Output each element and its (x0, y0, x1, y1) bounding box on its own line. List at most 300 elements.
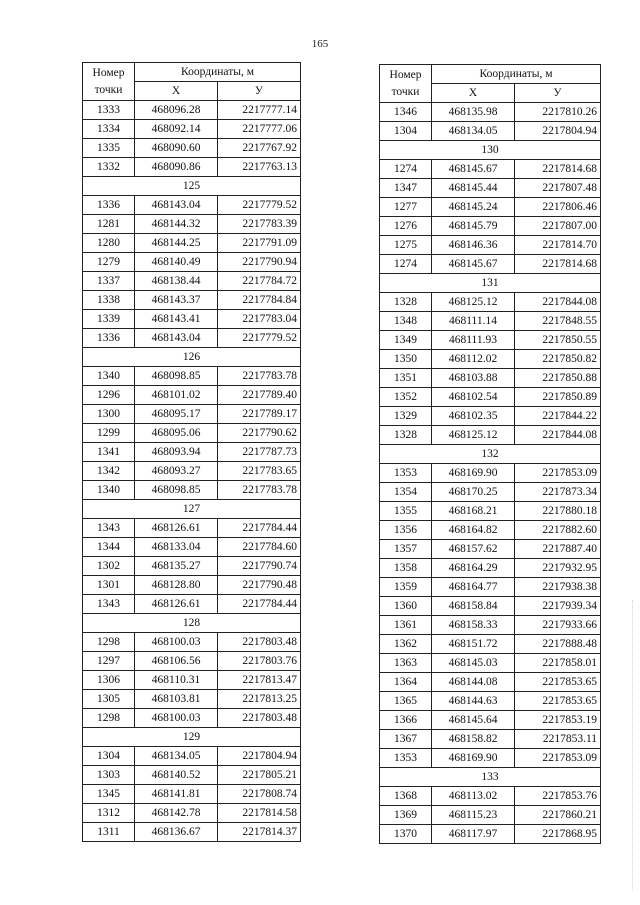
table-row (83, 671, 301, 690)
x-coordinate-cell: 468143.37 (135, 291, 218, 310)
x-coordinate-cell: 468164.77 (432, 578, 515, 597)
y-coordinate-cell: 2217784.72 (218, 272, 301, 291)
table-row (380, 635, 601, 654)
y-coordinate-cell: 2217850.55 (515, 331, 601, 350)
x-coordinate-cell: 468096.28 (135, 101, 218, 120)
x-coordinate-cell: 468135.98 (432, 103, 515, 122)
parcel-number: 132 (380, 445, 601, 464)
parcel-group-row (83, 728, 301, 747)
table-row (380, 730, 601, 749)
y-coordinate-cell: 2217790.48 (218, 576, 301, 595)
parcel-group-row (83, 614, 301, 633)
table-row (83, 405, 301, 424)
y-coordinate-cell: 2217763.13 (218, 158, 301, 177)
table-row (83, 481, 301, 500)
y-coordinate-cell: 2217789.40 (218, 386, 301, 405)
y-coordinate-cell: 2217810.26 (515, 103, 601, 122)
x-coordinate-cell: 468090.60 (135, 139, 218, 158)
point-number-cell: 1274 (380, 255, 432, 274)
parcel-number: 127 (83, 500, 301, 519)
table-header (380, 65, 601, 103)
table-row (83, 766, 301, 785)
point-number-cell: 1281 (83, 215, 135, 234)
parcel-group-row (380, 141, 601, 160)
x-coordinate-cell: 468106.56 (135, 652, 218, 671)
x-coordinate-cell: 468145.44 (432, 179, 515, 198)
y-coordinate-cell: 2217807.00 (515, 217, 601, 236)
point-number-cell: 1368 (380, 787, 432, 806)
table-row (83, 519, 301, 538)
table-row (380, 692, 601, 711)
x-coordinate-cell: 468110.31 (135, 671, 218, 690)
table-row (83, 367, 301, 386)
point-number-cell: 1370 (380, 825, 432, 844)
y-coordinate-cell: 2217939.34 (515, 597, 601, 616)
y-coordinate-cell: 2217932.95 (515, 559, 601, 578)
point-header-line2: точки (391, 85, 420, 98)
point-number-cell: 1352 (380, 388, 432, 407)
table-row (83, 234, 301, 253)
y-header: У (218, 82, 301, 101)
x-coordinate-cell: 468128.80 (135, 576, 218, 595)
y-coordinate-cell: 2217808.74 (218, 785, 301, 804)
point-number-cell: 1304 (380, 122, 432, 141)
y-coordinate-cell: 2217779.52 (218, 329, 301, 348)
y-coordinate-cell: 2217779.52 (218, 196, 301, 215)
point-number-header (83, 63, 135, 101)
table-row (83, 538, 301, 557)
y-coordinate-cell: 2217888.48 (515, 635, 601, 654)
y-coordinate-cell: 2217853.11 (515, 730, 601, 749)
x-coordinate-cell: 468158.82 (432, 730, 515, 749)
x-coordinate-cell: 468145.03 (432, 654, 515, 673)
point-number-cell: 1340 (83, 367, 135, 386)
x-coordinate-cell: 468164.29 (432, 559, 515, 578)
x-coordinate-cell: 468142.78 (135, 804, 218, 823)
x-coordinate-cell: 468140.52 (135, 766, 218, 785)
point-number-cell: 1277 (380, 198, 432, 217)
table-row (380, 825, 601, 844)
x-coordinate-cell: 468126.61 (135, 595, 218, 614)
point-number-cell: 1303 (83, 766, 135, 785)
table-row (83, 272, 301, 291)
y-coordinate-cell: 2217784.84 (218, 291, 301, 310)
x-coordinate-cell: 468151.72 (432, 635, 515, 654)
point-number-cell: 1353 (380, 749, 432, 768)
y-coordinate-cell: 2217791.09 (218, 234, 301, 253)
table-row (83, 557, 301, 576)
table-row (380, 806, 601, 825)
table-body-left (83, 101, 301, 842)
point-number-cell: 1335 (83, 139, 135, 158)
x-coordinate-cell: 468112.02 (432, 350, 515, 369)
x-coordinate-cell: 468136.67 (135, 823, 218, 842)
table-row (380, 426, 601, 445)
x-coordinate-cell: 468103.88 (432, 369, 515, 388)
point-number-cell: 1338 (83, 291, 135, 310)
y-coordinate-cell: 2217789.17 (218, 405, 301, 424)
x-coordinate-cell: 468141.81 (135, 785, 218, 804)
y-coordinate-cell: 2217853.65 (515, 692, 601, 711)
table-row (380, 198, 601, 217)
point-number-cell: 1275 (380, 236, 432, 255)
point-number-cell: 1296 (83, 386, 135, 405)
point-number-cell: 1334 (83, 120, 135, 139)
y-coordinate-cell: 2217783.65 (218, 462, 301, 481)
table-row (380, 616, 601, 635)
y-coordinate-cell: 2217853.09 (515, 464, 601, 483)
y-coordinate-cell: 2217777.06 (218, 120, 301, 139)
point-number-cell: 1328 (380, 426, 432, 445)
x-coordinate-cell: 468140.49 (135, 253, 218, 272)
x-coordinate-cell: 468144.08 (432, 673, 515, 692)
y-coordinate-cell: 2217790.74 (218, 557, 301, 576)
x-coordinate-cell: 468102.35 (432, 407, 515, 426)
x-coordinate-cell: 468145.67 (432, 255, 515, 274)
x-coordinate-cell: 468146.36 (432, 236, 515, 255)
coordinates-header: Координаты, м (135, 63, 301, 82)
point-number-cell: 1339 (83, 310, 135, 329)
y-coordinate-cell: 2217784.60 (218, 538, 301, 557)
table-row (380, 217, 601, 236)
x-coordinate-cell: 468143.04 (135, 329, 218, 348)
point-number-cell: 1336 (83, 196, 135, 215)
point-number-cell: 1279 (83, 253, 135, 272)
coordinates-table-right (379, 64, 601, 844)
table-row (83, 747, 301, 766)
y-coordinate-cell: 2217853.65 (515, 673, 601, 692)
point-number-cell: 1345 (83, 785, 135, 804)
y-coordinate-cell: 2217807.48 (515, 179, 601, 198)
y-coordinate-cell: 2217784.44 (218, 519, 301, 538)
y-coordinate-cell: 2217803.48 (218, 633, 301, 652)
y-coordinate-cell: 2217887.40 (515, 540, 601, 559)
y-coordinate-cell: 2217814.68 (515, 255, 601, 274)
x-coordinate-cell: 468125.12 (432, 293, 515, 312)
table-row (83, 633, 301, 652)
parcel-number: 125 (83, 177, 301, 196)
point-number-cell: 1343 (83, 519, 135, 538)
point-number-cell: 1360 (380, 597, 432, 616)
point-number-cell: 1328 (380, 293, 432, 312)
table-row (83, 576, 301, 595)
point-number-cell: 1298 (83, 633, 135, 652)
x-coordinate-cell: 468145.24 (432, 198, 515, 217)
x-coordinate-cell: 468092.14 (135, 120, 218, 139)
point-number-cell: 1351 (380, 369, 432, 388)
y-coordinate-cell: 2217850.89 (515, 388, 601, 407)
x-coordinate-cell: 468111.93 (432, 331, 515, 350)
point-header-line1: Номер (92, 66, 125, 79)
parcel-group-row (83, 348, 301, 367)
table-row (380, 312, 601, 331)
x-coordinate-cell: 468143.04 (135, 196, 218, 215)
x-coordinate-cell: 468093.94 (135, 443, 218, 462)
table-row (380, 350, 601, 369)
point-number-cell: 1357 (380, 540, 432, 559)
x-coordinate-cell: 468143.41 (135, 310, 218, 329)
point-number-cell: 1302 (83, 557, 135, 576)
point-number-cell: 1341 (83, 443, 135, 462)
x-coordinate-cell: 468095.06 (135, 424, 218, 443)
y-coordinate-cell: 2217850.82 (515, 350, 601, 369)
x-header: X (135, 82, 218, 101)
y-coordinate-cell: 2217783.04 (218, 310, 301, 329)
x-coordinate-cell: 468144.25 (135, 234, 218, 253)
parcel-number: 129 (83, 728, 301, 747)
y-coordinate-cell: 2217813.25 (218, 690, 301, 709)
parcel-group-row (83, 500, 301, 519)
table-row (380, 578, 601, 597)
x-coordinate-cell: 468095.17 (135, 405, 218, 424)
table-row (380, 122, 601, 141)
table-row (380, 483, 601, 502)
y-coordinate-cell: 2217790.94 (218, 253, 301, 272)
y-coordinate-cell: 2217804.94 (515, 122, 601, 141)
x-coordinate-cell: 468135.27 (135, 557, 218, 576)
x-coordinate-cell: 468158.84 (432, 597, 515, 616)
x-coordinate-cell: 468102.54 (432, 388, 515, 407)
x-coordinate-cell: 468164.82 (432, 521, 515, 540)
y-coordinate-cell: 2217858.01 (515, 654, 601, 673)
x-coordinate-cell: 468115.23 (432, 806, 515, 825)
x-coordinate-cell: 468125.12 (432, 426, 515, 445)
table-row (380, 255, 601, 274)
point-number-cell: 1342 (83, 462, 135, 481)
table-row (380, 331, 601, 350)
point-number-cell: 1364 (380, 673, 432, 692)
x-coordinate-cell: 468169.90 (432, 464, 515, 483)
table-row (380, 749, 601, 768)
point-number-cell: 1280 (83, 234, 135, 253)
x-coordinate-cell: 468093.27 (135, 462, 218, 481)
point-number-cell: 1332 (83, 158, 135, 177)
x-header: X (432, 84, 515, 103)
parcel-number: 126 (83, 348, 301, 367)
point-number-cell: 1347 (380, 179, 432, 198)
table-row (83, 424, 301, 443)
table-row (380, 673, 601, 692)
x-coordinate-cell: 468170.25 (432, 483, 515, 502)
x-coordinate-cell: 468101.02 (135, 386, 218, 405)
y-coordinate-cell: 2217882.60 (515, 521, 601, 540)
y-coordinate-cell: 2217787.73 (218, 443, 301, 462)
point-number-cell: 1353 (380, 464, 432, 483)
table-row (83, 709, 301, 728)
point-number-cell: 1340 (83, 481, 135, 500)
point-number-cell: 1348 (380, 312, 432, 331)
y-header: У (515, 84, 601, 103)
table-row (83, 215, 301, 234)
point-number-cell: 1336 (83, 329, 135, 348)
table-row (380, 407, 601, 426)
parcel-number: 128 (83, 614, 301, 633)
point-number-cell: 1337 (83, 272, 135, 291)
y-coordinate-cell: 2217814.58 (218, 804, 301, 823)
y-coordinate-cell: 2217803.76 (218, 652, 301, 671)
table-header (83, 63, 301, 101)
y-coordinate-cell: 2217844.08 (515, 426, 601, 445)
x-coordinate-cell: 468158.33 (432, 616, 515, 635)
table-row (380, 236, 601, 255)
point-number-cell: 1297 (83, 652, 135, 671)
x-coordinate-cell: 468144.63 (432, 692, 515, 711)
y-coordinate-cell: 2217853.76 (515, 787, 601, 806)
x-coordinate-cell: 468100.03 (135, 633, 218, 652)
point-number-cell: 1305 (83, 690, 135, 709)
point-number-cell: 1349 (380, 331, 432, 350)
parcel-group-row (380, 445, 601, 464)
parcel-number: 133 (380, 768, 601, 787)
y-coordinate-cell: 2217790.62 (218, 424, 301, 443)
table-row (83, 120, 301, 139)
x-coordinate-cell: 468117.97 (432, 825, 515, 844)
table-row (380, 540, 601, 559)
y-coordinate-cell: 2217850.88 (515, 369, 601, 388)
x-coordinate-cell: 468113.02 (432, 787, 515, 806)
point-number-cell: 1333 (83, 101, 135, 120)
table-row (83, 785, 301, 804)
table-row (380, 464, 601, 483)
point-number-cell: 1306 (83, 671, 135, 690)
y-coordinate-cell: 2217767.92 (218, 139, 301, 158)
point-number-cell: 1344 (83, 538, 135, 557)
x-coordinate-cell: 468133.04 (135, 538, 218, 557)
table-row (380, 787, 601, 806)
coordinates-header: Координаты, м (432, 65, 601, 84)
point-header-line1: Номер (389, 68, 422, 81)
table-row (83, 139, 301, 158)
table-row (83, 652, 301, 671)
x-coordinate-cell: 468134.05 (135, 747, 218, 766)
x-coordinate-cell: 468098.85 (135, 367, 218, 386)
coordinates-table-left (82, 62, 301, 842)
x-coordinate-cell: 468103.81 (135, 690, 218, 709)
parcel-number: 131 (380, 274, 601, 293)
y-coordinate-cell: 2217806.46 (515, 198, 601, 217)
y-coordinate-cell: 2217844.08 (515, 293, 601, 312)
y-coordinate-cell: 2217880.18 (515, 502, 601, 521)
table-row (380, 711, 601, 730)
x-coordinate-cell: 468169.90 (432, 749, 515, 768)
y-coordinate-cell: 2217938.38 (515, 578, 601, 597)
point-number-cell: 1366 (380, 711, 432, 730)
table-row (83, 253, 301, 272)
point-number-cell: 1311 (83, 823, 135, 842)
point-number-cell: 1343 (83, 595, 135, 614)
y-coordinate-cell: 2217814.68 (515, 160, 601, 179)
x-coordinate-cell: 468168.21 (432, 502, 515, 521)
table-row (380, 369, 601, 388)
point-number-cell: 1361 (380, 616, 432, 635)
point-number-cell: 1354 (380, 483, 432, 502)
point-number-cell: 1350 (380, 350, 432, 369)
point-number-cell: 1304 (83, 747, 135, 766)
point-number-cell: 1276 (380, 217, 432, 236)
table-row (83, 823, 301, 842)
point-number-cell: 1346 (380, 103, 432, 122)
x-coordinate-cell: 468090.86 (135, 158, 218, 177)
x-coordinate-cell: 468138.44 (135, 272, 218, 291)
point-number-cell: 1298 (83, 709, 135, 728)
table-row (83, 443, 301, 462)
point-number-cell: 1358 (380, 559, 432, 578)
y-coordinate-cell: 2217848.55 (515, 312, 601, 331)
table-row (380, 293, 601, 312)
y-coordinate-cell: 2217804.94 (218, 747, 301, 766)
parcel-group-row (380, 274, 601, 293)
table-row (380, 654, 601, 673)
y-coordinate-cell: 2217813.47 (218, 671, 301, 690)
y-coordinate-cell: 2217803.48 (218, 709, 301, 728)
point-number-cell: 1299 (83, 424, 135, 443)
y-coordinate-cell: 2217784.44 (218, 595, 301, 614)
y-coordinate-cell: 2217844.22 (515, 407, 601, 426)
y-coordinate-cell: 2217805.21 (218, 766, 301, 785)
x-coordinate-cell: 468145.64 (432, 711, 515, 730)
point-number-cell: 1362 (380, 635, 432, 654)
y-coordinate-cell: 2217783.78 (218, 367, 301, 386)
x-coordinate-cell: 468157.62 (432, 540, 515, 559)
x-coordinate-cell: 468098.85 (135, 481, 218, 500)
point-number-cell: 1355 (380, 502, 432, 521)
x-coordinate-cell: 468134.05 (432, 122, 515, 141)
point-number-cell: 1312 (83, 804, 135, 823)
x-coordinate-cell: 468145.79 (432, 217, 515, 236)
parcel-number: 130 (380, 141, 601, 160)
x-coordinate-cell: 468100.03 (135, 709, 218, 728)
y-coordinate-cell: 2217873.34 (515, 483, 601, 502)
table-row (380, 597, 601, 616)
y-coordinate-cell: 2217783.78 (218, 481, 301, 500)
table-row (380, 388, 601, 407)
point-number-cell: 1329 (380, 407, 432, 426)
point-header-line2: точки (94, 83, 123, 96)
point-number-cell: 1301 (83, 576, 135, 595)
parcel-group-row (380, 768, 601, 787)
y-coordinate-cell: 2217814.70 (515, 236, 601, 255)
page-number: 165 (311, 38, 329, 50)
point-number-cell: 1369 (380, 806, 432, 825)
table-row (83, 101, 301, 120)
point-number-cell: 1367 (380, 730, 432, 749)
y-coordinate-cell: 2217868.95 (515, 825, 601, 844)
x-coordinate-cell: 468126.61 (135, 519, 218, 538)
table-row (380, 559, 601, 578)
table-row (83, 196, 301, 215)
parcel-group-row (83, 177, 301, 196)
table-row (380, 160, 601, 179)
y-coordinate-cell: 2217853.19 (515, 711, 601, 730)
y-coordinate-cell: 2217860.21 (515, 806, 601, 825)
table-row (83, 310, 301, 329)
table-row (380, 521, 601, 540)
point-number-cell: 1356 (380, 521, 432, 540)
y-coordinate-cell: 2217777.14 (218, 101, 301, 120)
y-coordinate-cell: 2217933.66 (515, 616, 601, 635)
y-coordinate-cell: 2217814.37 (218, 823, 301, 842)
point-number-cell: 1365 (380, 692, 432, 711)
y-coordinate-cell: 2217783.39 (218, 215, 301, 234)
table-row (83, 158, 301, 177)
x-coordinate-cell: 468111.14 (432, 312, 515, 331)
x-coordinate-cell: 468144.32 (135, 215, 218, 234)
table-row (380, 502, 601, 521)
point-number-cell: 1274 (380, 160, 432, 179)
table-row (83, 462, 301, 481)
point-number-cell: 1300 (83, 405, 135, 424)
point-number-cell: 1359 (380, 578, 432, 597)
